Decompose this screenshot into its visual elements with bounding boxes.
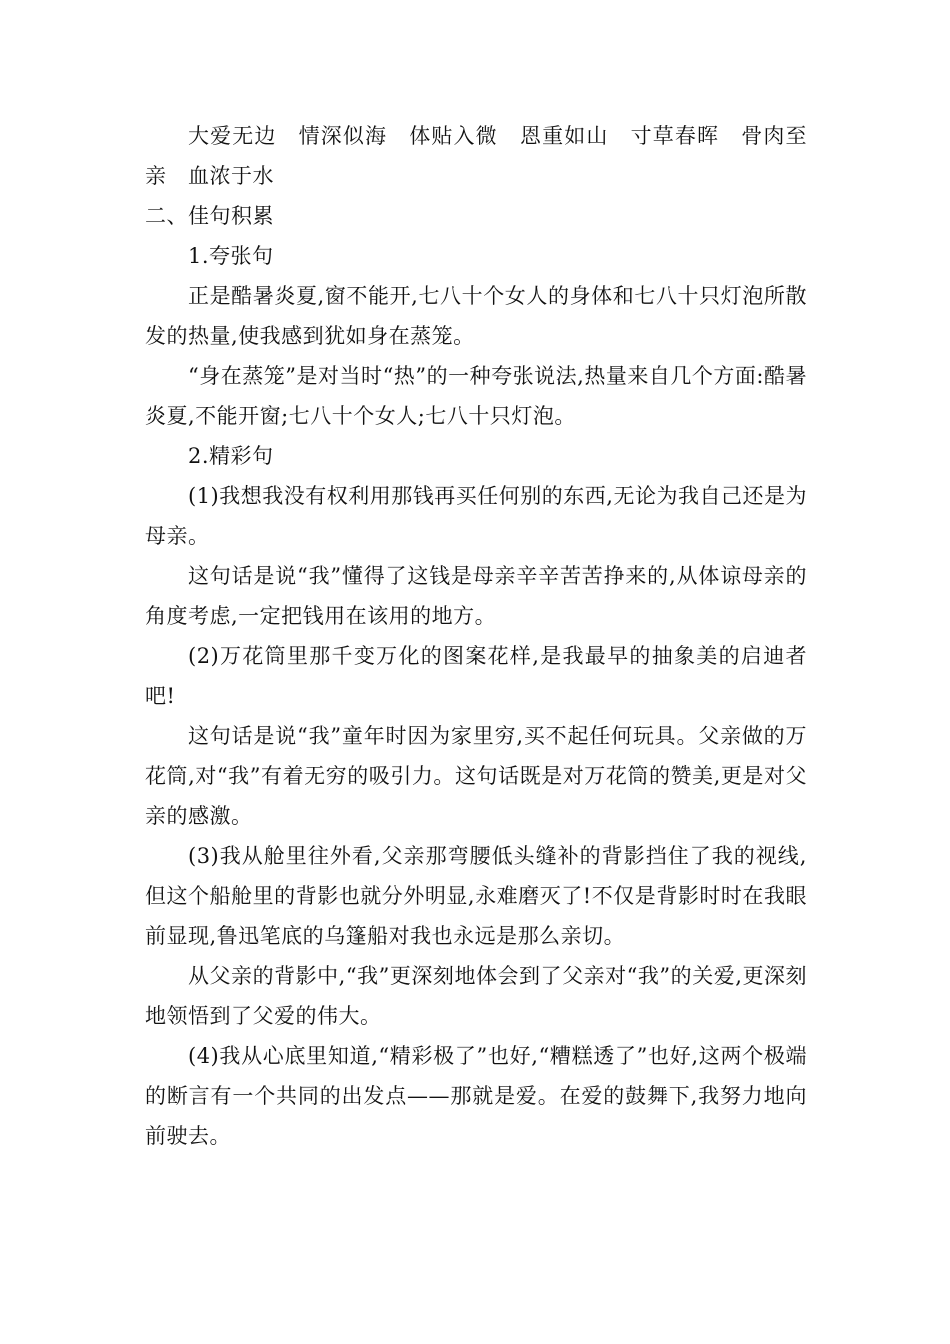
excellent-sentence-3: (3)我从舱里往外看,父亲那弯腰低头缝补的背影挡住了我的视线,但这个船舱里的背影也就分外明显,永难磨灭了!不仅是背影时时在我眼前显现,鲁迅笔底的乌篷船对我也永远是那么亲切。	[145, 844, 807, 948]
excellent-sentence-1: (1)我想我没有权利用那钱再买任何别的东西,无论为我自己还是为母亲。	[145, 484, 807, 548]
excellent-sentence-4: (4)我从心底里知道,“精彩极了”也好,“糟糕透了”也好,这两个极端的断言有一个共同的出发点——那就是爱。在爱的鼓舞下,我努力地向前驶去。	[145, 1044, 807, 1148]
excellent-analysis-3: 从父亲的背影中,“我”更深刻地体会到了父亲对“我”的关爱,更深刻地领悟到了父爱的伟大。	[145, 964, 807, 1028]
section-heading: 二、佳句积累	[145, 204, 274, 228]
excellent-analysis-1: 这句话是说“我”懂得了这钱是母亲辛辛苦苦挣来的,从体谅母亲的角度考虑,一定把钱用在该用的地方。	[145, 564, 807, 628]
idiom-list: 大爱无边 情深似海 体贴入微 恩重如山 寸草春晖 骨肉至亲 血浓于水	[145, 124, 807, 188]
subheading-hyperbole: 1.夸张句	[188, 244, 274, 268]
document-body	[145, 116, 807, 1156]
excellent-analysis-2: 这句话是说“我”童年时因为家里穷,买不起任何玩具。父亲做的万花筒,对“我”有着无穷的吸引力。这句话既是对万花筒的赞美,更是对父亲的感激。	[145, 724, 807, 828]
hyperbole-analysis: “身在蒸笼”是对当时“热”的一种夸张说法,热量来自几个方面:酷暑炎夏,不能开窗;七八十个女人;七八十只灯泡。	[145, 364, 807, 428]
subheading-excellent: 2.精彩句	[188, 444, 274, 468]
hyperbole-sentence: 正是酷暑炎夏,窗不能开,七八十个女人的身体和七八十只灯泡所散发的热量,使我感到犹如身在蒸笼。	[145, 284, 807, 348]
excellent-sentence-2: (2)万花筒里那千变万化的图案花样,是我最早的抽象美的启迪者吧!	[145, 644, 807, 708]
